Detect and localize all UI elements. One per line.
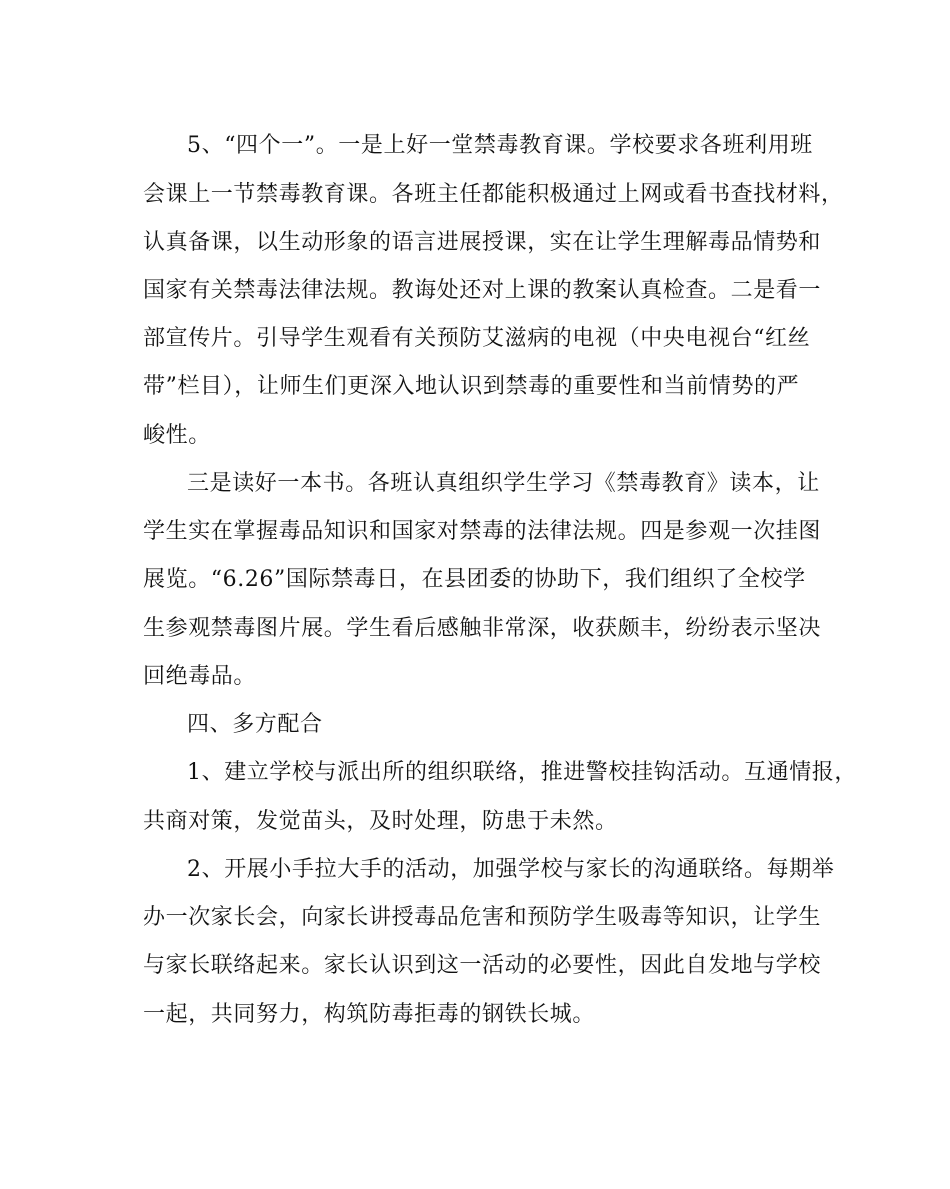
paragraph-line: 展览。“6.26”国际禁毒日，在县团委的协助下，我们组织了全校学	[143, 567, 806, 592]
paragraph-line: 带”栏目），让师生们更深入地认识到禁毒的重要性和当前情势的严	[143, 374, 800, 399]
paragraph-line: 学生实在掌握毒品知识和国家对禁毒的法律法规。四是参观一次挂图	[143, 519, 822, 544]
paragraph-line: 会课上一节禁毒教育课。各班主任都能积极通过上网或看书查找材料，	[143, 182, 844, 207]
paragraph-line: 部宣传片。引导学生观看有关预防艾滋病的电视（中央电视台“红丝	[143, 326, 811, 351]
paragraph-line: 与家长联络起来。家长认识到这一活动的必要性，因此自发地与学校	[143, 953, 822, 978]
section-heading: 四、多方配合	[187, 712, 323, 737]
paragraph-line: 办一次家长会，向家长讲授毒品危害和预防学生吸毒等知识，让学生	[143, 905, 822, 930]
paragraph-line: 三是读好一本书。各班认真组织学生学习《禁毒教育》读本，让	[187, 471, 820, 496]
paragraph-line: 认真备课，以生动形象的语言进展授课，实在让学生理解毒品情势和	[143, 230, 822, 255]
paragraph-line: 峻性。	[143, 423, 211, 448]
paragraph-line: 5、“四个一”。一是上好一堂禁毒教育课。学校要求各班利用班	[187, 133, 813, 158]
paragraph-line: 生参观禁毒图片展。学生看后感触非常深，收获颇丰，纷纷表示坚决	[143, 616, 822, 641]
paragraph-line: 2、开展小手拉大手的活动，加强学校与家长的沟通联络。每期举	[187, 857, 835, 882]
paragraph-line: 国家有关禁毒法律法规。教诲处还对上课的教案认真检查。二是看一	[143, 278, 822, 303]
paragraph-line: 共商对策，发觉苗头，及时处理，防患于未然。	[143, 809, 618, 834]
paragraph-line: 回绝毒品。	[143, 664, 257, 689]
paragraph-line: 1、建立学校与派出所的组织联络，推进警校挂钩活动。互通情报，	[187, 760, 857, 785]
paragraph-line: 一起，共同努力，构筑防毒拒毒的钢铁长城。	[143, 1002, 596, 1027]
